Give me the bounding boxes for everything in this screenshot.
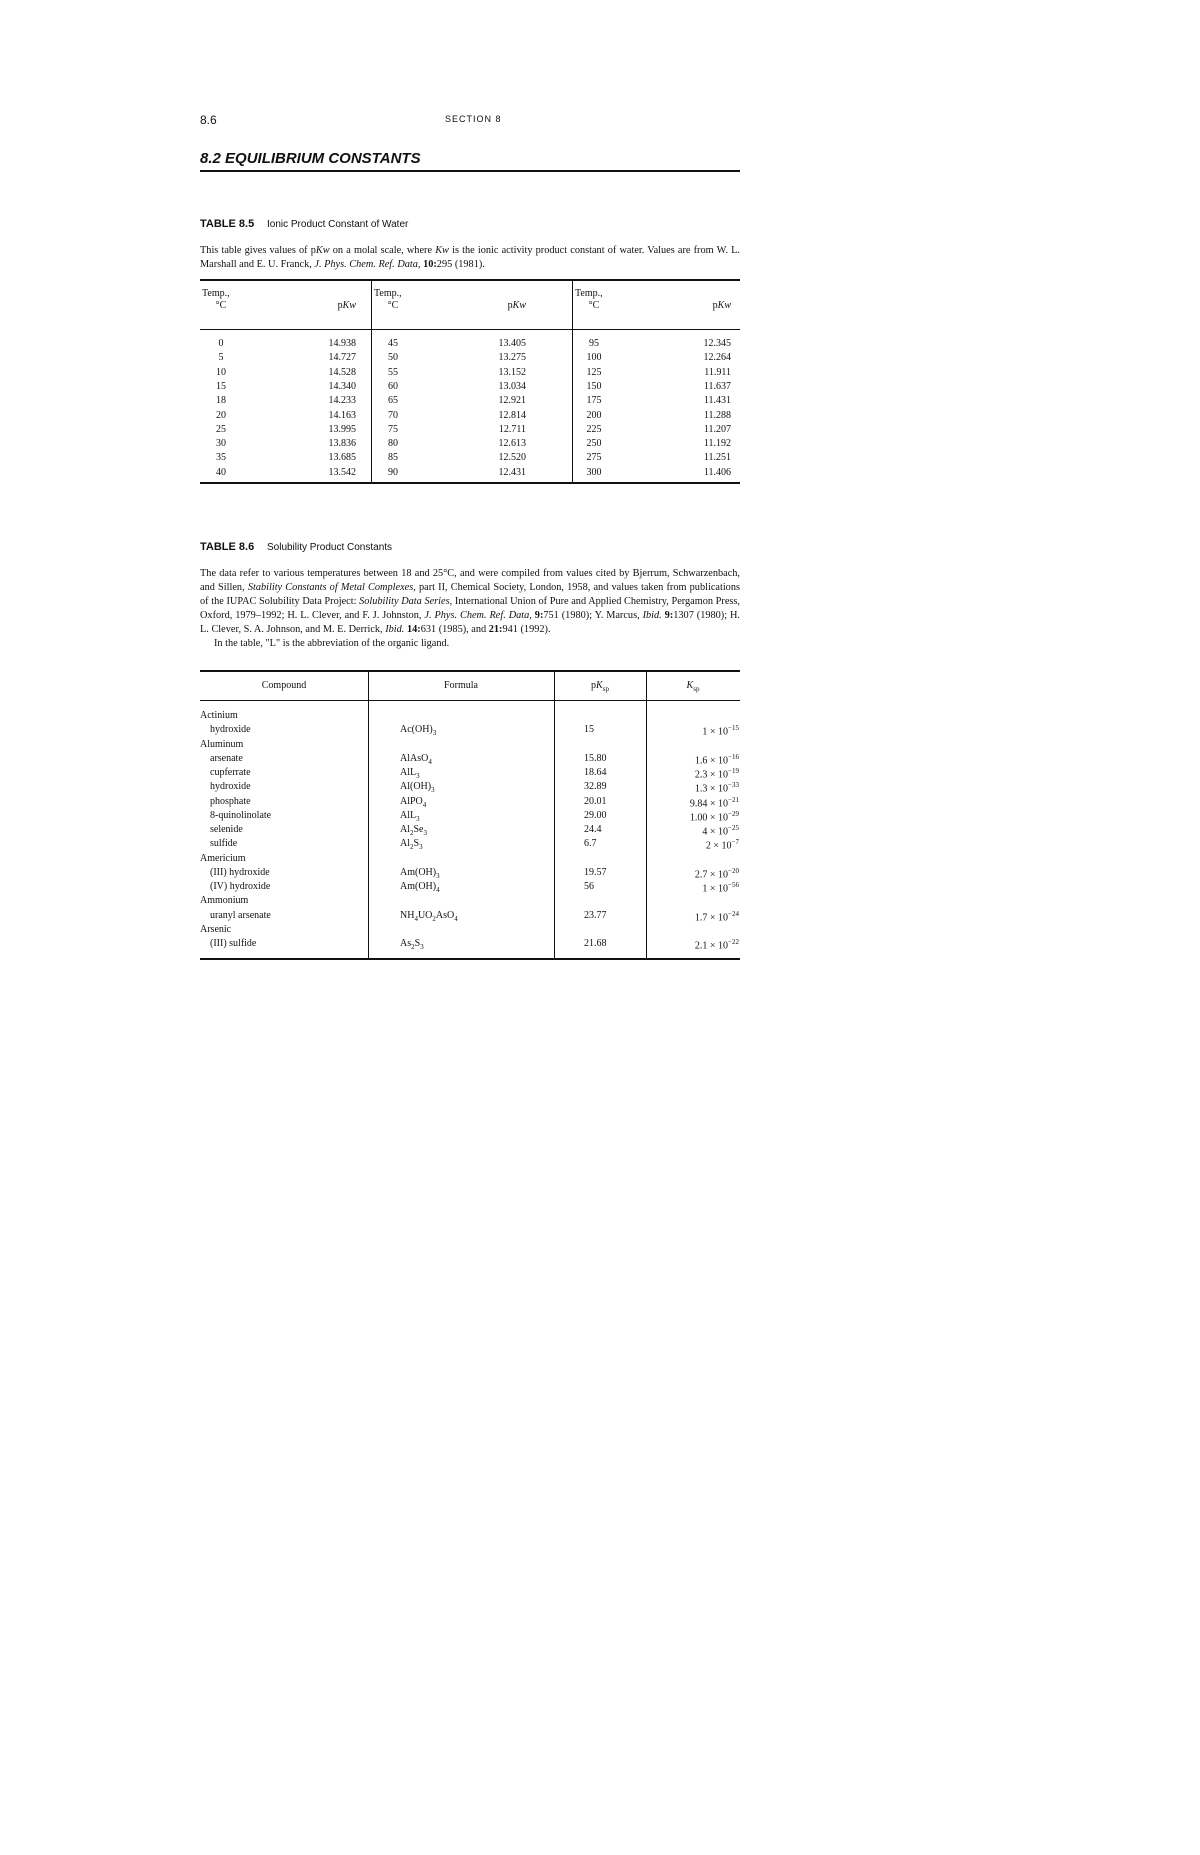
pkw-cell: 13.685 bbox=[328, 452, 356, 464]
ksp-cell: $1 \times 10^{-56}$ bbox=[702, 881, 739, 895]
header-compound: Compound bbox=[261, 680, 307, 691]
header-temp-unit: °C bbox=[215, 300, 227, 311]
pkw-cell: 11.251 bbox=[703, 452, 731, 464]
ksp-cell: $1.6 \times 10^{-16}$ bbox=[694, 752, 739, 767]
pksp-cell: 32.89 bbox=[584, 781, 607, 793]
ksp-cell: $1 \times 10^{-15}$ bbox=[702, 724, 739, 738]
pkw-cell: 14.528 bbox=[328, 366, 356, 378]
table-rule-top bbox=[200, 670, 740, 672]
table-rule-bottom bbox=[200, 958, 740, 960]
table-8-5-description bbox=[200, 244, 740, 272]
pkw-cell: 12.711 bbox=[498, 423, 526, 435]
pksp-cell: 24.4 bbox=[584, 824, 602, 835]
temp-cell: 15 bbox=[216, 380, 226, 392]
ksp-cell: $1.7 \times 10^{-24}$ bbox=[694, 909, 739, 923]
temp-cell: 75 bbox=[388, 423, 398, 435]
desc-text: is the ionic activity product constant of water. Values are from W. L. Marshall and E. U. Franck, bbox=[200, 245, 740, 270]
ksp-cell: $2 \times 10^{-7}$ bbox=[705, 838, 739, 852]
header-pkw: pKw bbox=[507, 300, 526, 311]
pkw-cell: 12.921 bbox=[498, 395, 526, 407]
desc-text: 631 (1985), and bbox=[420, 624, 489, 635]
compound-group: Ammonium bbox=[200, 895, 249, 907]
desc-volume: 14: bbox=[406, 624, 421, 635]
pksp-cell: 6.7 bbox=[584, 838, 597, 850]
desc-ibid: Ibid. bbox=[385, 624, 405, 635]
desc-kw: Kw bbox=[435, 245, 449, 256]
temp-cell: 30 bbox=[216, 438, 226, 450]
desc-kw: Kw bbox=[315, 245, 330, 256]
temp-cell: 5 bbox=[218, 352, 224, 364]
table-8-6-description bbox=[200, 567, 740, 651]
pkw-cell: 12.345 bbox=[703, 338, 731, 349]
temp-cell: 55 bbox=[388, 366, 398, 378]
temp-cell: 150 bbox=[586, 380, 602, 392]
pksp-cell: 15 bbox=[584, 724, 594, 736]
compound-name: phosphate bbox=[210, 795, 251, 807]
temp-cell: 275 bbox=[586, 452, 602, 464]
pkw-cell: 13.405 bbox=[498, 338, 526, 349]
temp-cell: 100 bbox=[586, 352, 602, 364]
pkw-cell: 12.520 bbox=[498, 452, 526, 464]
table-8-6-title: Solubility Product Constants bbox=[266, 542, 393, 553]
header-pkw: pKw bbox=[337, 300, 356, 311]
section-rule bbox=[200, 170, 740, 172]
table-8-6-caption bbox=[200, 541, 740, 553]
desc-text: on a molal scale, where bbox=[329, 245, 436, 256]
header-temp-unit: °C bbox=[387, 300, 399, 311]
compound-group: Americium bbox=[200, 852, 246, 864]
table-divider bbox=[368, 670, 369, 960]
pkw-cell: 13.034 bbox=[498, 380, 526, 392]
formula-cell: $As_2S_3$ bbox=[400, 938, 424, 951]
temp-cell: 225 bbox=[586, 423, 602, 435]
pkw-cell: 11.637 bbox=[703, 380, 731, 392]
compound-name: (III) sulfide bbox=[210, 938, 257, 949]
temp-cell: 70 bbox=[388, 409, 398, 421]
desc-book: Stability Constants of Metal Complexes, bbox=[247, 582, 416, 593]
desc-text: This table gives values of p bbox=[200, 245, 316, 256]
header-pksp-k: K bbox=[596, 680, 603, 691]
pkw-cell: 12.613 bbox=[498, 438, 526, 450]
pkw-cell: 11.431 bbox=[703, 395, 731, 407]
header-temp: Temp., bbox=[374, 288, 402, 299]
desc-text: The data refer to various temperatures between 18 and 25°C, and were compiled from values cited by Bjerrum, Schwarzenbach, and Sillen, bbox=[200, 568, 740, 593]
ksp-cell: $1.3 \times 10^{-33}$ bbox=[694, 781, 739, 795]
temp-cell: 300 bbox=[586, 466, 602, 478]
temp-cell: 95 bbox=[589, 338, 599, 349]
temp-cell: 250 bbox=[586, 438, 602, 450]
temp-cell: 200 bbox=[586, 409, 602, 421]
ksp-cell: $2.1 \times 10^{-22}$ bbox=[694, 938, 739, 952]
compound-name: (IV) hydroxide bbox=[210, 881, 271, 892]
running-head bbox=[200, 113, 740, 129]
pksp-cell: 29.00 bbox=[584, 809, 607, 821]
table-rule-header bbox=[200, 700, 740, 701]
desc-text: part II, Chemical Society, London, 1958, and values taken from publications of the IUPAC Solubility Data Project: bbox=[200, 582, 740, 607]
pkw-cell: 13.152 bbox=[498, 366, 526, 378]
compound-name: hydroxide bbox=[210, 781, 251, 793]
compound-name: cupferrate bbox=[210, 767, 251, 778]
desc-volume: 21: bbox=[488, 624, 503, 635]
desc-journal: J. Phys. Chem. Ref. Data, bbox=[314, 259, 421, 270]
desc-text: 295 (1981). bbox=[436, 259, 485, 270]
table-8-5-caption bbox=[200, 218, 740, 230]
formula-cell: AlL$_3$ bbox=[400, 809, 420, 823]
compound-name: hydroxide bbox=[210, 724, 251, 736]
pksp-cell: 20.01 bbox=[584, 795, 607, 807]
desc-series: Solubility Data Series, bbox=[359, 596, 453, 607]
formula-cell: AlPO$_4$ bbox=[400, 795, 427, 809]
desc-journal: J. Phys. Chem. Ref. Data, bbox=[424, 610, 532, 621]
pkw-cell: 13.275 bbox=[498, 352, 526, 364]
pkw-cell: 14.233 bbox=[328, 395, 356, 407]
compound-name: uranyl arsenate bbox=[210, 909, 271, 921]
temp-cell: 175 bbox=[586, 395, 602, 407]
temp-cell: 25 bbox=[216, 423, 226, 435]
table-rule-bottom bbox=[200, 482, 740, 484]
desc-text: 1307 (1980); H. L. Clever, S. A. Johnson, and M. E. Derrick, bbox=[200, 610, 741, 635]
desc-volume: 9: bbox=[534, 610, 544, 621]
compound-name: selenide bbox=[210, 824, 243, 835]
temp-cell: 35 bbox=[216, 452, 226, 464]
table-8-6-label: TABLE 8.6 bbox=[200, 541, 255, 553]
desc-text: 941 (1992). bbox=[502, 624, 551, 635]
ksp-cell: $2.3 \times 10^{-19}$ bbox=[694, 767, 739, 781]
pkw-cell: 11.288 bbox=[703, 409, 731, 421]
temp-cell: 65 bbox=[388, 395, 398, 407]
header-ksp-sub: sp bbox=[693, 685, 700, 693]
ksp-cell: $1.00 \times 10^{-29}$ bbox=[689, 809, 739, 824]
header-ksp bbox=[646, 680, 740, 693]
pkw-cell: 12.264 bbox=[703, 352, 731, 364]
formula-cell: $NH_4UO_2AsO_4$ bbox=[400, 909, 458, 923]
compound-group: Actinium bbox=[200, 710, 238, 721]
compound-name: arsenate bbox=[210, 752, 243, 764]
ksp-cell: $2.7 \times 10^{-20}$ bbox=[694, 866, 739, 881]
header-temp: Temp., bbox=[202, 288, 230, 299]
compound-name: 8-quinolinolate bbox=[210, 809, 272, 821]
pksp-cell: 19.57 bbox=[584, 866, 607, 878]
pkw-cell: 11.406 bbox=[703, 466, 731, 478]
pkw-cell: 11.911 bbox=[704, 366, 731, 378]
table-8-5 bbox=[200, 279, 740, 484]
temp-cell: 10 bbox=[216, 366, 226, 378]
pkw-cell: 12.814 bbox=[498, 409, 526, 421]
pksp-cell: 23.77 bbox=[584, 909, 607, 921]
table-rule-header bbox=[200, 329, 740, 330]
ksp-cell: $4 \times 10^{-25}$ bbox=[702, 824, 739, 838]
formula-cell: $Am(OH)_3$ bbox=[400, 866, 440, 880]
ksp-cell: $9.84 \times 10^{-21}$ bbox=[689, 795, 739, 809]
compound-name: sulfide bbox=[210, 838, 238, 850]
header-pksp-sub: sp bbox=[602, 685, 609, 693]
pkw-cell: 12.431 bbox=[498, 466, 526, 478]
pkw-cell: 14.340 bbox=[328, 380, 356, 392]
table-8-5-title: Ionic Product Constant of Water bbox=[266, 219, 409, 230]
temp-cell: 0 bbox=[218, 338, 224, 349]
table-8-6 bbox=[200, 670, 740, 960]
pkw-cell: 14.163 bbox=[328, 409, 356, 421]
temp-cell: 40 bbox=[216, 466, 226, 478]
header-temp: Temp., bbox=[575, 288, 603, 299]
temp-cell: 125 bbox=[586, 366, 602, 378]
formula-cell: AlAsO$_4$ bbox=[400, 752, 432, 766]
temp-cell: 60 bbox=[388, 380, 398, 392]
formula-cell: AlL$_3$ bbox=[400, 767, 420, 780]
header-formula: Formula bbox=[444, 680, 478, 691]
temp-cell: 90 bbox=[388, 466, 398, 478]
pkw-cell: 14.938 bbox=[328, 338, 356, 349]
temp-cell: 85 bbox=[388, 452, 398, 464]
desc-ibid: Ibid. bbox=[642, 610, 662, 621]
pkw-cell: 11.207 bbox=[703, 423, 731, 435]
pksp-cell: 18.64 bbox=[584, 767, 607, 778]
header-ksp-k: K bbox=[686, 680, 694, 691]
compound-group: Arsenic bbox=[200, 923, 232, 935]
pkw-cell: 13.542 bbox=[328, 466, 356, 478]
pksp-cell: 21.68 bbox=[584, 938, 607, 949]
desc-text: International Union of Pure and Applied Chemistry, Pergamon Press, Oxford, 1979–1992; H. L. Clever, and F. J. Johnston, bbox=[200, 596, 740, 621]
table-divider bbox=[554, 670, 555, 960]
page-number: 8.6 bbox=[200, 113, 217, 127]
pkw-cell: 13.995 bbox=[328, 423, 356, 435]
temp-cell: 20 bbox=[216, 409, 226, 421]
table-8-5-label: TABLE 8.5 bbox=[200, 218, 255, 230]
pksp-cell: 15.80 bbox=[584, 752, 607, 764]
header-pksp: $pK_{sp}$ bbox=[591, 680, 609, 693]
temp-cell: 50 bbox=[388, 352, 398, 364]
desc-volume: 9: bbox=[664, 610, 674, 621]
header-temp-unit: °C bbox=[588, 300, 600, 311]
formula-cell: $Al(OH)_3$ bbox=[400, 781, 435, 795]
table-rule-top bbox=[200, 279, 740, 281]
temp-cell: 18 bbox=[216, 395, 226, 407]
desc-text: 751 (1980); Y. Marcus, bbox=[543, 610, 643, 621]
formula-cell: $Am(OH)_4$ bbox=[400, 881, 440, 894]
section-label: SECTION 8 bbox=[445, 114, 502, 124]
desc-note: In the table, "L" is the abbreviation of the organic ligand. bbox=[214, 638, 450, 649]
compound-group: Aluminum bbox=[200, 738, 244, 750]
desc-volume: 10: bbox=[423, 259, 437, 270]
header-pkw: pKw bbox=[712, 300, 731, 311]
pkw-cell: 11.192 bbox=[703, 438, 731, 450]
section-title: 8.2 EQUILIBRIUM CONSTANTS bbox=[200, 150, 421, 167]
compound-name: (III) hydroxide bbox=[210, 866, 270, 878]
pksp-cell: 56 bbox=[584, 881, 594, 892]
pkw-cell: 13.836 bbox=[328, 438, 356, 450]
formula-cell: $Ac(OH)_3$ bbox=[400, 724, 437, 738]
temp-cell: 45 bbox=[388, 338, 398, 349]
temp-cell: 80 bbox=[388, 438, 398, 450]
formula-cell: $Al_2S_3$ bbox=[400, 838, 423, 852]
pkw-cell: 14.727 bbox=[328, 352, 356, 364]
formula-cell: $Al_2Se_3$ bbox=[400, 824, 427, 837]
